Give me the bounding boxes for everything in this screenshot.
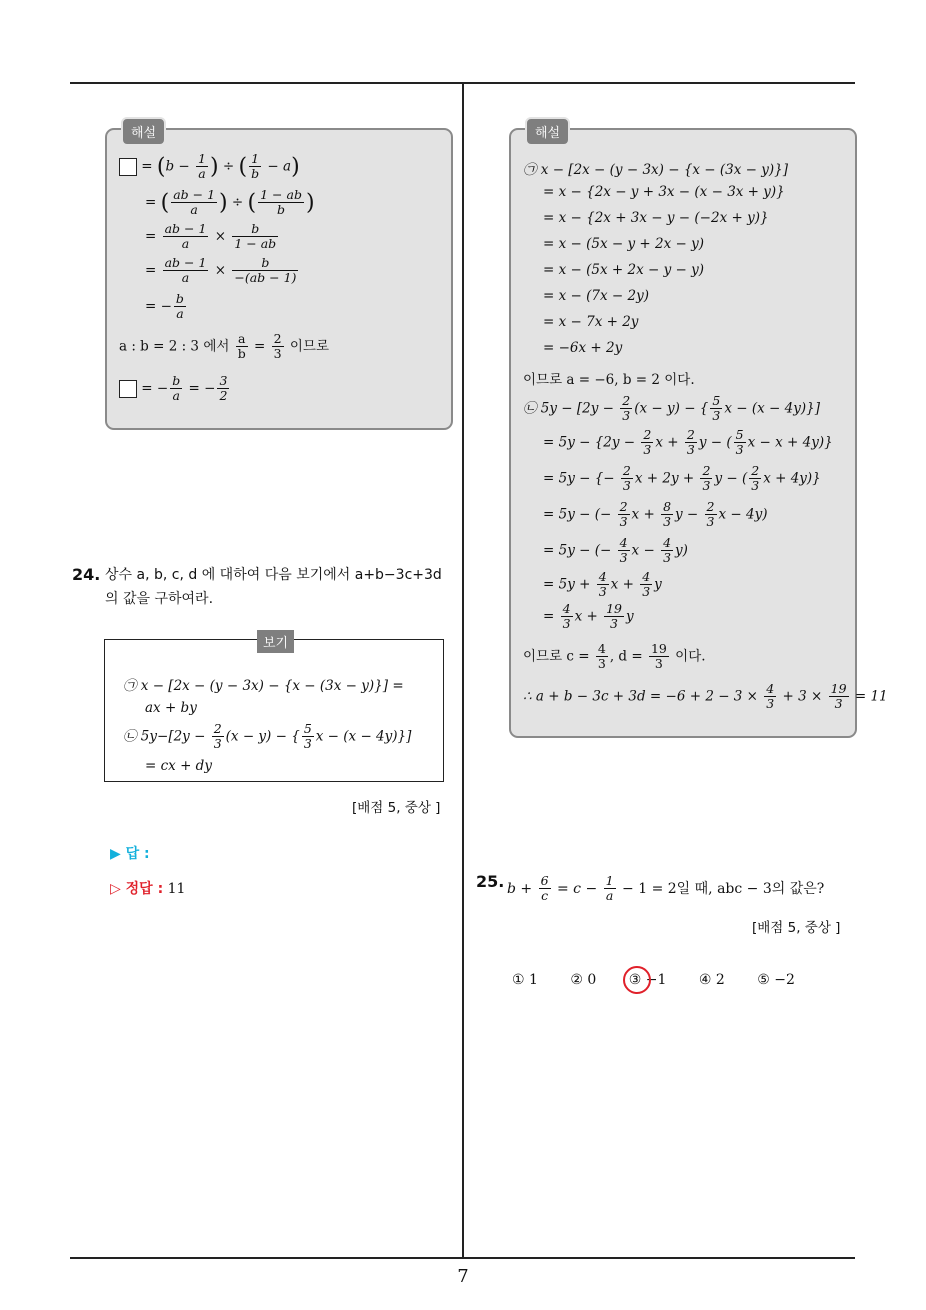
question-24-line-1: 상수 a, b, c, d 에 대하여 다음 보기에서 a+b−3c+3d [105, 567, 442, 583]
bogi-tag: 보기 [257, 630, 294, 653]
solution-line-7: = x − 7x + 2y [543, 314, 639, 330]
solution-line-3: = $\frac{ab - 1}{a}$ × $\frac{b}{1 - ab}$ [145, 221, 277, 252]
solution-line-7: = − $\frac{b}{a}$ = − $\frac{3}{2}$ [119, 374, 231, 404]
solution-line-11: = 5y − {2y − $\frac{2}{3}$ x + $\frac{2}{3}$ y − ( $\frac{5}{3}$ x − x + 4y)} [543, 427, 833, 458]
choice-1[interactable]: ① 1 [512, 972, 538, 988]
solution-line-5: = − $\frac{b}{a}$ [145, 291, 184, 322]
choice-2[interactable]: ② 0 [570, 972, 597, 988]
solution-line-2: = x − {2x − y + 3x − (x − 3x + y)} [543, 184, 785, 200]
solution-box-24 [509, 126, 888, 738]
question-24-line-2: 의 값을 구하여라. [105, 590, 214, 607]
bogi-line-2: ax + by [145, 700, 197, 716]
answer-input-row[interactable] [110, 843, 150, 863]
column-divider [462, 84, 464, 1257]
choice-list [512, 972, 823, 988]
solution-line-3: = x − {2x + 3x − y − (−2x + y)} [543, 210, 769, 226]
solution-line-1: ㉠ x − [2x − (y − 3x) − {x − (3x − y)}] [523, 162, 789, 178]
solution-line-2: = ( $\frac{ab - 1}{a}$ ) ÷ ( $\frac{1 - ab}{b}$ ) [145, 187, 315, 218]
solution-line-15: = 5y + $\frac{4}{3}$ x + $\frac{4}{3}$ y [543, 569, 662, 600]
solution-line-5: = x − (5x + 2x − y − y) [543, 262, 704, 278]
page-number: 7 [457, 1266, 469, 1287]
bogi-line-4: = cx + dy [145, 758, 212, 774]
bogi-line-1: ㉠ x − [2x − (y − 3x) − {x − (3x − y)}] = [123, 678, 404, 694]
blank-box [119, 380, 137, 398]
bottom-rule [70, 1257, 855, 1259]
selected-circle-mark [623, 966, 651, 994]
solution-line-13: = 5y − (− $\frac{2}{3}$ x + $\frac{8}{3}$ y − $\frac{2}{3}$ x − 4y) [543, 499, 768, 530]
solution-tag: 해설 [525, 117, 570, 146]
solution-line-4: = $\frac{ab - 1}{a}$ × $\frac{b}{-(ab - 1)}$ [145, 255, 297, 286]
solution-line-6: = x − (7x − 2y) [543, 288, 649, 304]
solution-line-10: ㉡ 5y − [2y − $\frac{2}{3}$ (x − y) − { $\frac{5}{3}$ x − (x − 4y)}] [523, 393, 820, 424]
solution-line-6: a : b = 2 : 3 에서 $\frac{a}{b}$ = $\frac{2}{3}$ 이므로 [119, 331, 329, 362]
solution-tag: 해설 [121, 117, 166, 146]
bogi-line-3: ㉡ 5y−[2y − $\frac{2}{3}$ (x − y) − { $\frac{5}{3}$ x − (x − 4y)}] [123, 721, 412, 752]
solution-line-18: ∴ a + b − 3c + 3d = −6 + 2 − 3 × $\frac{4}{3}$ + 3 × $\frac{19}{3}$ = 11 [523, 681, 888, 712]
question-25-score: [배점 5, 중상 ] [752, 920, 841, 936]
blank-box [119, 158, 137, 176]
choice-5[interactable]: ⑤ −2 [757, 972, 795, 988]
bogi-box [104, 636, 444, 782]
solution-line-1: = (b − $\frac{1}{a}$ ) ÷ ( $\frac{1}{b}$ − a) [119, 152, 300, 182]
solution-line-4: = x − (5x − y + 2x − y) [543, 236, 704, 252]
choice-4[interactable]: ④ 2 [698, 972, 725, 988]
solution-line-14: = 5y − (− $\frac{4}{3}$ x − $\frac{4}{3}$ y) [543, 535, 688, 566]
solution-line-12: = 5y − {− $\frac{2}{3}$ x + 2y + $\frac{2}{3}$ y − ( $\frac{2}{3}$ x + 4y)} [543, 463, 821, 494]
question-25-number: 25. [476, 872, 505, 891]
question-24-number: 24. [72, 565, 101, 584]
question-25-text: b + $\frac{6}{c}$ = c − $\frac{1}{a}$ − 1 = 2일 때, abc − 3의 값은? [507, 873, 825, 904]
answer-label: ▶ 답 : [110, 846, 150, 862]
choice-3[interactable]: ③ −1 [629, 972, 667, 988]
correct-answer-value: 11 [167, 881, 186, 897]
question-24-score: [배점 5, 중상 ] [352, 800, 441, 816]
solution-line-9: 이므로 a = −6, b = 2 이다. [523, 372, 695, 388]
correct-answer-row [110, 878, 185, 898]
correct-answer-label: ▷ 정답 : [110, 881, 164, 897]
solution-line-16: = $\frac{4}{3}$ x + $\frac{19}{3}$ y [543, 601, 634, 632]
solution-line-8: = −6x + 2y [543, 340, 623, 356]
solution-line-17: 이므로 c = $\frac{4}{3}$ , d = $\frac{19}{3}$ 이다. [523, 641, 706, 672]
question-24-text [105, 564, 442, 612]
solution-box-23 [105, 128, 453, 430]
